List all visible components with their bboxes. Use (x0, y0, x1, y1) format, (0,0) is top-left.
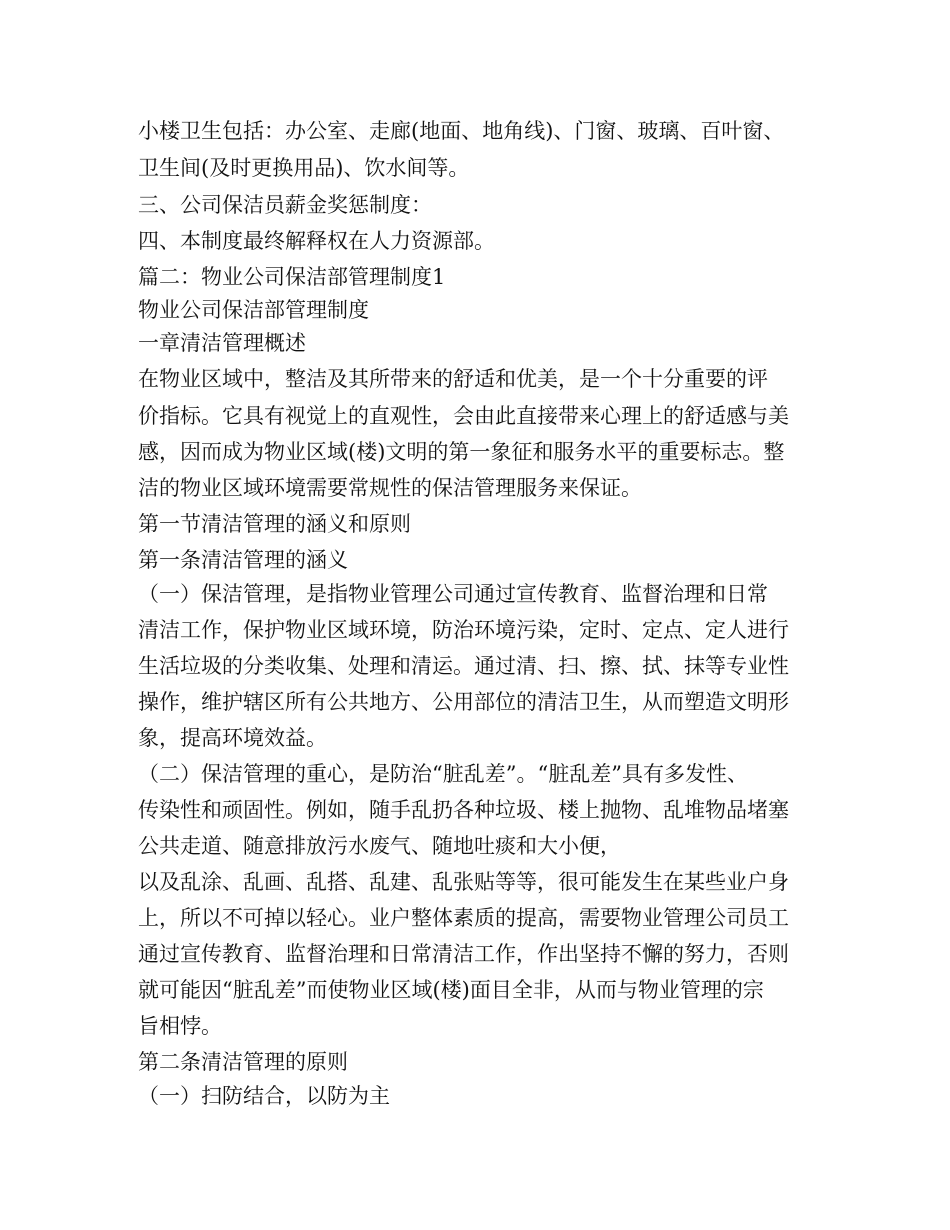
text-line: 感，因而成为物业区域(楼)文明的第一象征和服务水平的重要标志。整 (138, 440, 785, 464)
text-line: 传染性和顽固性。例如，随手乱扔各种垃圾、楼上抛物、乱堆物品堵塞 (138, 798, 789, 822)
article-heading: 第一条清洁管理的涵义 (138, 548, 348, 572)
text-line: 小楼卫生包括：办公室、走廊(地面、地角线)、门窗、玻璃、百叶窗、 (138, 119, 785, 143)
text-line: 生活垃圾的分类收集、处理和清运。通过清、扫、擦、拭、抹等专业性 (138, 654, 789, 678)
text-line: 清洁工作，保护物业区域环境，防治环境污染，定时、定点、定人进行 (138, 618, 789, 642)
section-heading: 三、公司保洁员薪金奖惩制度： (138, 193, 432, 217)
section-heading: 四、本制度最终解释权在人力资源部。 (138, 229, 495, 253)
section-heading: 第一节清洁管理的涵义和原则 (138, 512, 411, 536)
text-line: 旨相悖。 (138, 1014, 222, 1038)
text-line: 卫生间(及时更换用品)、饮水间等。 (138, 156, 470, 180)
text-line: 象，提高环境效益。 (138, 726, 327, 750)
text-line: 以及乱涂、乱画、乱搭、乱建、乱张贴等等，很可能发生在某些业户身 (138, 870, 789, 894)
text-line: 洁的物业区域环境需要常规性的保洁管理服务来保证。 (138, 476, 642, 500)
text-line: （一）保洁管理，是指物业管理公司通过宣传教育、监督治理和日常 (138, 582, 768, 606)
chapter-heading: 篇二：物业公司保洁部管理制度1 (138, 265, 446, 289)
chapter-heading: 一章清洁管理概述 (138, 331, 306, 355)
text-line: 操作，维护辖区所有公共地方、公用部位的清洁卫生，从而塑造文明形 (138, 690, 789, 714)
text-line: （二）保洁管理的重心，是防治“脏乱差”。“脏乱差”具有多发性、 (138, 762, 748, 786)
text-line: 在物业区域中，整洁及其所带来的舒适和优美，是一个十分重要的评 (138, 367, 768, 391)
article-heading: 第二条清洁管理的原则 (138, 1050, 348, 1074)
text-line: （一）扫防结合，以防为主 (138, 1084, 390, 1108)
text-line: 通过宣传教育、监督治理和日常清洁工作，作出坚持不懈的努力，否则 (138, 942, 789, 966)
text-line: 公共走道、随意排放污水废气、随地吐痰和大小便， (138, 834, 621, 858)
text-line: 价指标。它具有视觉上的直观性，会由此直接带来心理上的舒适感与美 (138, 404, 789, 428)
text-line: 上，所以不可掉以轻心。业户整体素质的提高，需要物业管理公司员工 (138, 906, 789, 930)
document-title: 物业公司保洁部管理制度 (138, 298, 369, 322)
text-line: 就可能因“脏乱差”而使物业区域(楼)面目全非，从而与物业管理的宗 (138, 978, 764, 1002)
